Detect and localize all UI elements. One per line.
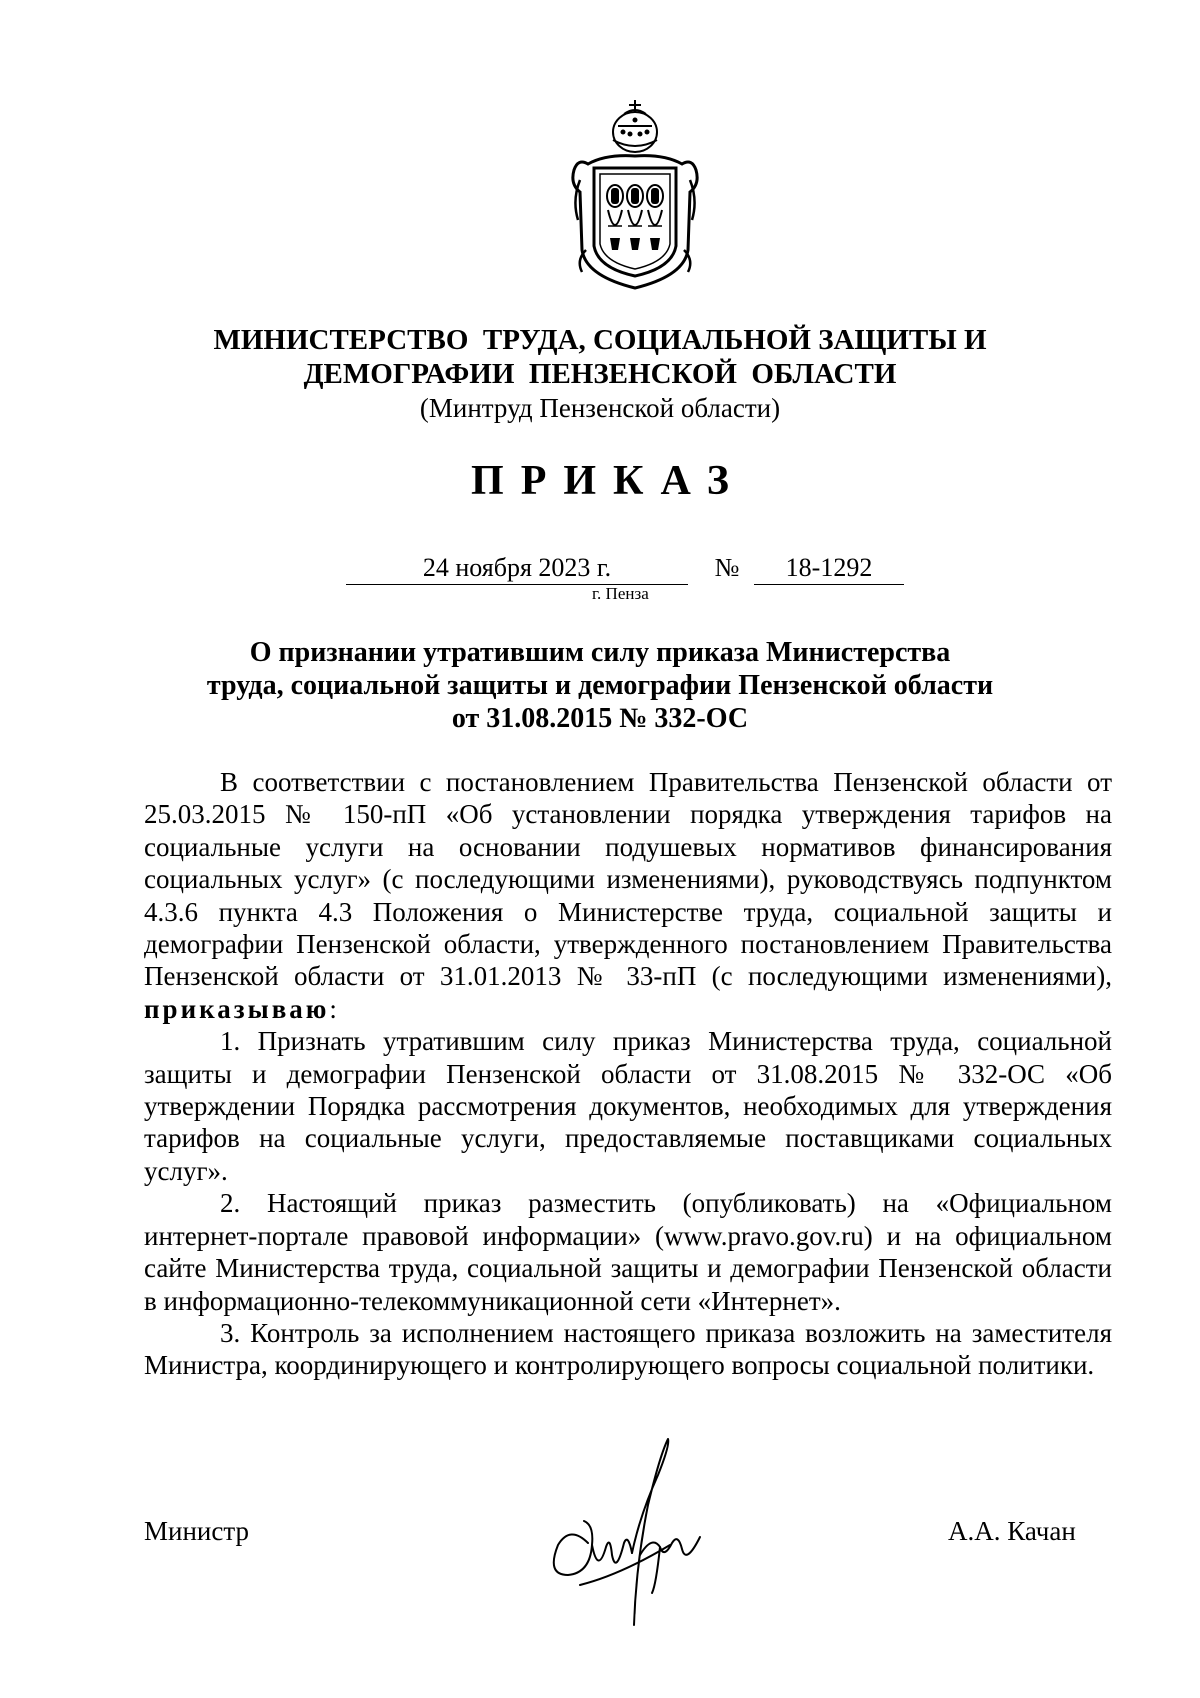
order-item-1: 1. Признать утратившим силу приказ Министерства труда, социальной защиты и демографии Пензенской области от 31.08.2015 № 332-ОС «Об утверждении Порядка рассмотрения документов, необходимых для утверждения тарифов на социальные услуги, предоставляемые поставщиками социальных услуг». xyxy=(144,1026,1112,1186)
document-type-title: ПРИКАЗ xyxy=(471,458,746,504)
document-city: г. Пенза xyxy=(592,584,649,603)
signer-title: Министр xyxy=(144,1516,249,1546)
number-sign: № xyxy=(714,553,740,582)
order-item-3: 3. Контроль за исполнением настоящего приказа возложить на заместителя Министра, координирующего и контролирующего вопросы социальной политики. xyxy=(144,1317,1112,1381)
preamble-text: В соответствии с постановлением Правительства Пензенской области от 25.03.2015 № 150-пП «Об установлении порядка утверждения тарифов на социальные услуги на основании подушевых нормативов финансирования социальных услуг» (с последующими изменениями), руководствуясь подпунктом 4.3.6 пункта 4.3 Положения о Министерстве труда, социальной защиты и демографии Пензенской области, утвержденного постановлением Правительства Пензенской области от 31.01.2013 № 33-пП (с последующими изменениями), xyxy=(144,767,1112,992)
organization-name-line2: ДЕМОГРАФИИ ПЕНЗЕНСКОЙ ОБЛАСТИ xyxy=(303,358,897,390)
handwritten-signature-icon xyxy=(540,1425,740,1635)
organization-short-name: (Минтруд Пензенской области) xyxy=(419,393,781,423)
document-date: 24 ноября 2023 г. xyxy=(346,552,688,585)
document-body xyxy=(144,766,1112,1382)
coat-of-arms-emblem-icon xyxy=(568,100,702,290)
organization-name-line1: МИНИСТЕРСТВО ТРУДА, СОЦИАЛЬНОЙ ЗАЩИТЫ И xyxy=(213,324,987,356)
order-word: приказываю xyxy=(144,993,330,1024)
subject-line1: О признании утратившим силу приказа Министерства xyxy=(249,637,951,668)
subject-line3: от 31.08.2015 № 332-ОС xyxy=(451,703,749,734)
document-number: 18-1292 xyxy=(754,552,904,585)
order-item-2: 2. Настоящий приказ разместить (опубликовать) на «Официальном интернет-портале правовой информации» (www.pravo.gov.ru) и на официальном сайте Министерства труда, социальной защиты и демографии Пензенской области в информационно-телекоммуникационной сети «Интернет». xyxy=(144,1188,1112,1316)
preamble-paragraph xyxy=(144,766,1112,1025)
signer-name: А.А. Качан xyxy=(948,1516,1076,1546)
subject-line2: труда, социальной защиты и демографии Пензенской области xyxy=(206,670,994,701)
order-colon: : xyxy=(329,993,337,1024)
